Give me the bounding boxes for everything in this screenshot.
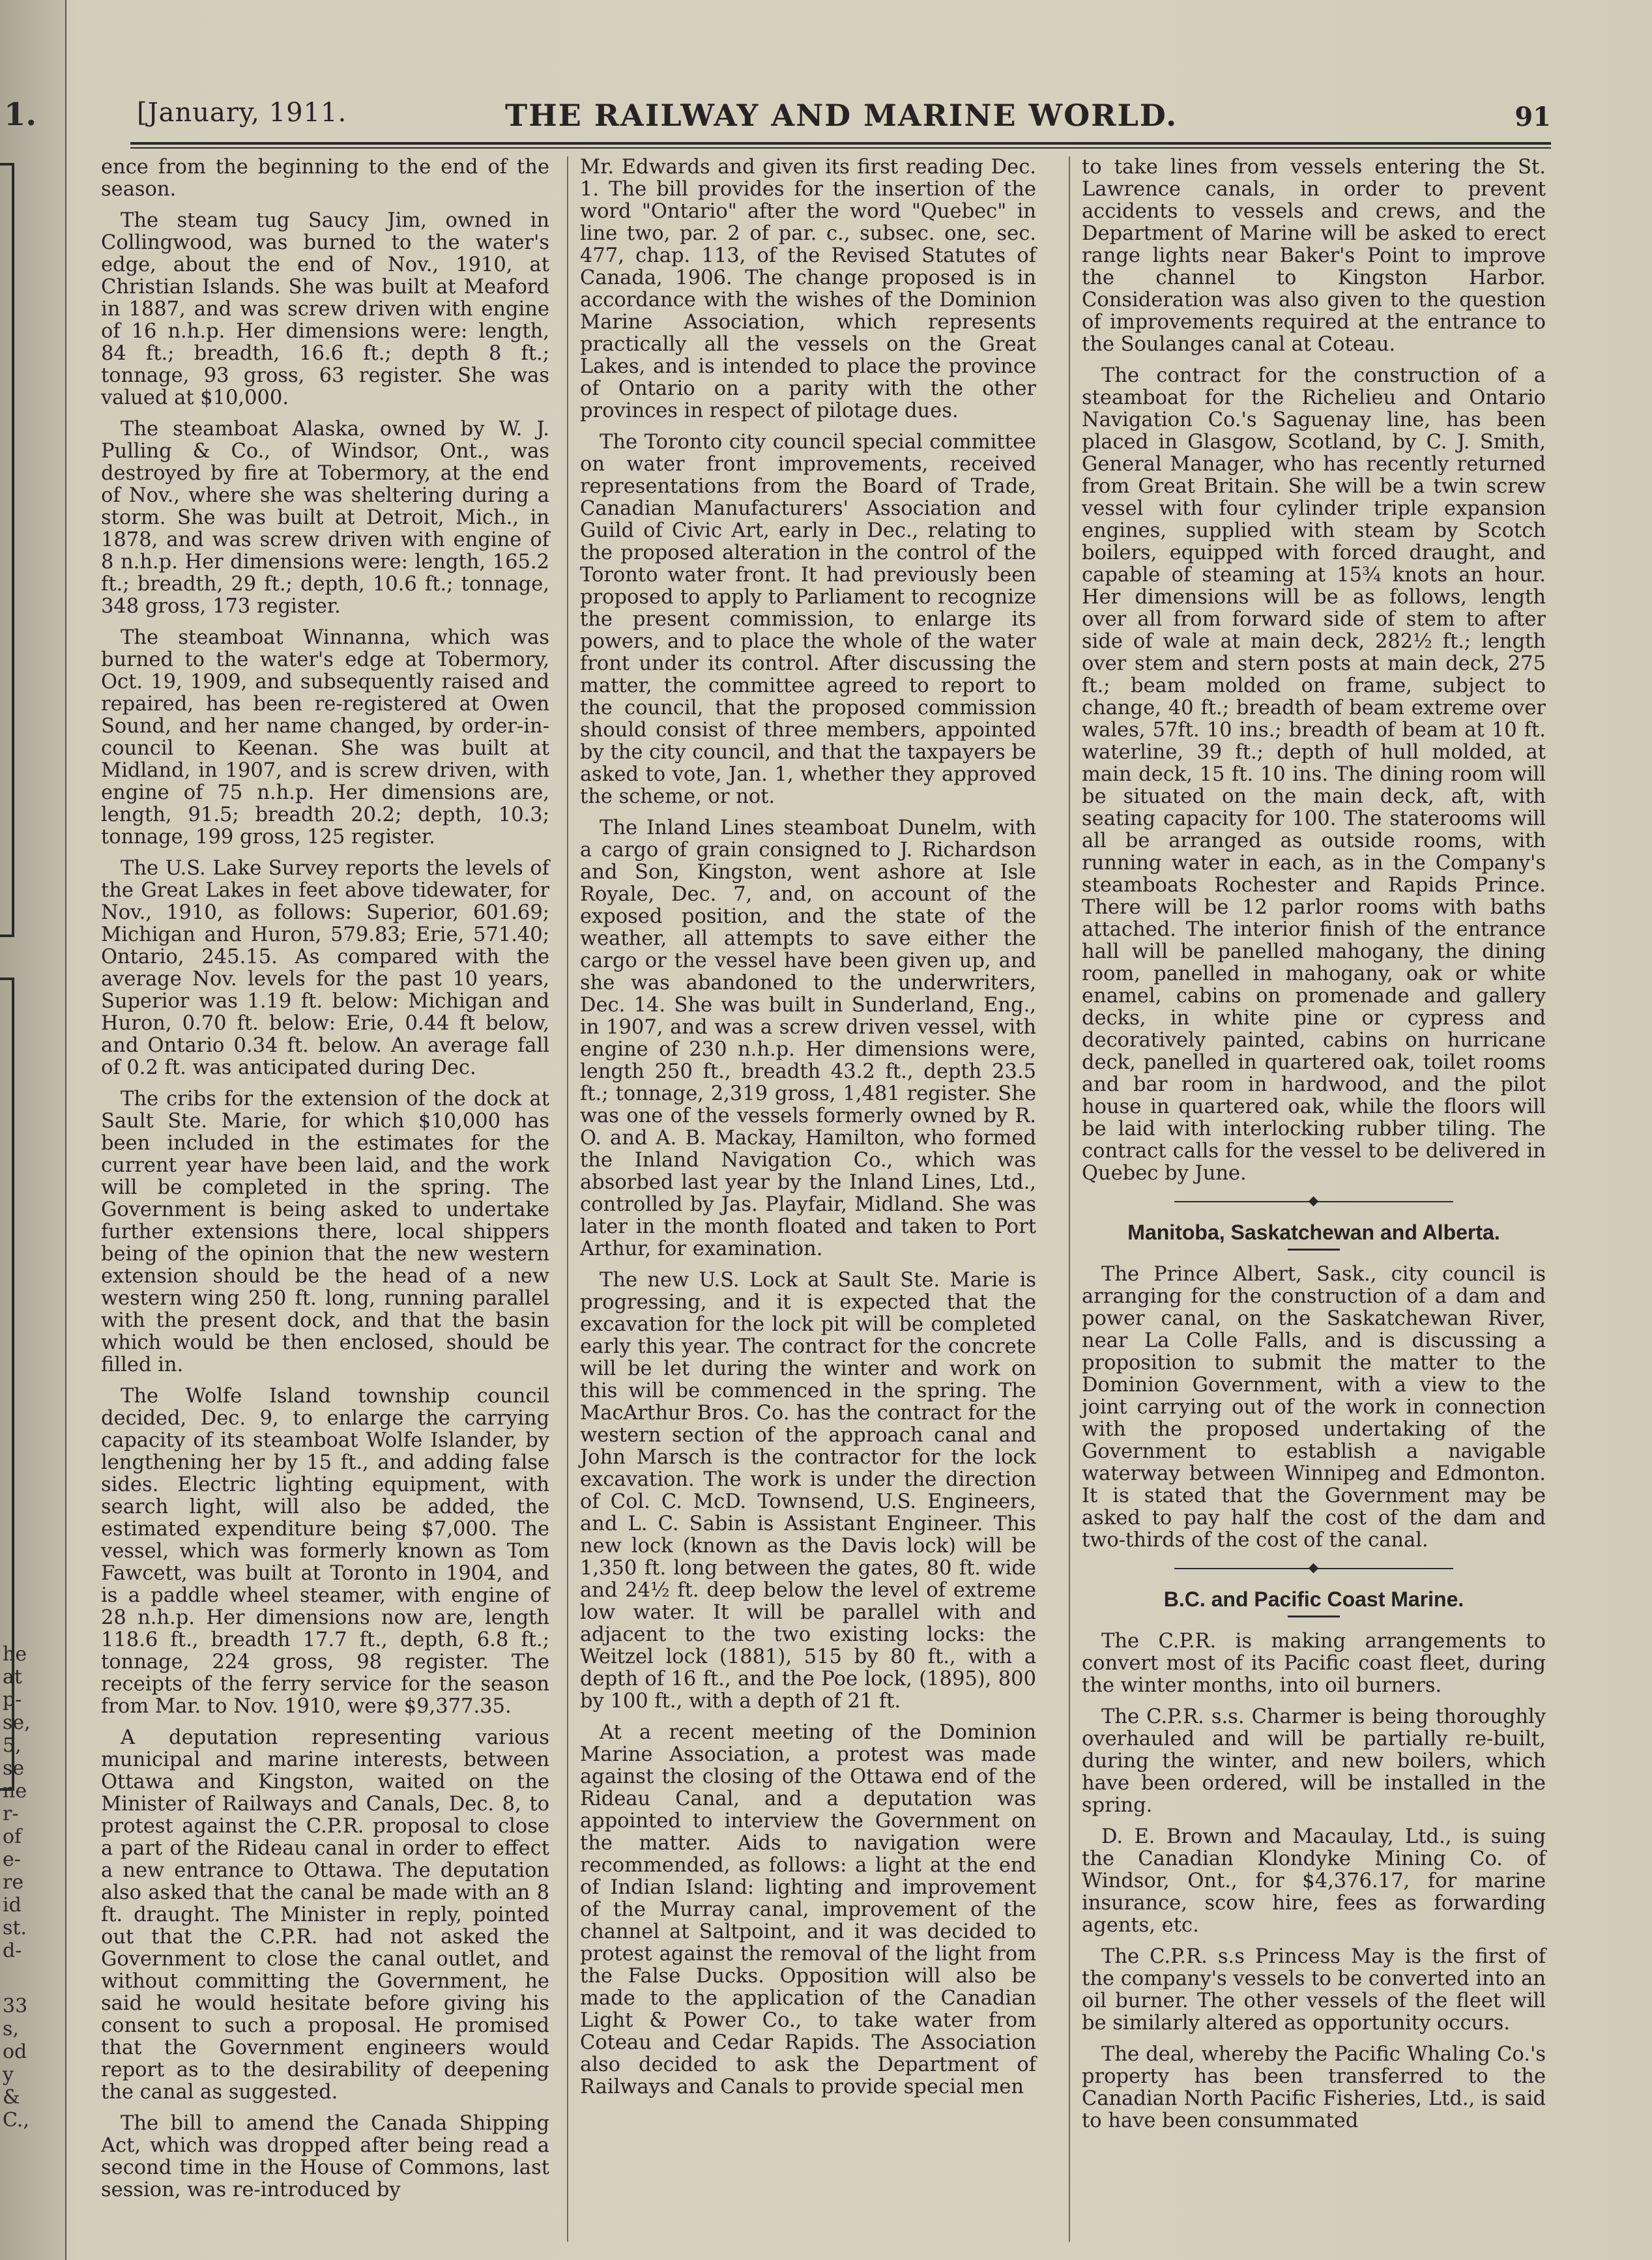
header-rule-thin — [130, 147, 1551, 149]
article-paragraph: The deal, whereby the Pacific Whaling Co.'s property has been transferred to the Canadian North Pacific Fisheries, Ltd., is said to have been consummated — [1082, 2043, 1546, 2132]
adjacent-page-fragment: of — [3, 1825, 22, 1848]
article-paragraph: The contract for the construction of a steamboat for the Richelieu and Ontario Navigation Co.'s Saguenay line, has been placed in Glasgow, Scotland, by C. J. Smith, General Manager, who has recently returned from Great Britain. She will be a twin screw vessel with four cylinder triple expansion engines, supplied with steam by Scotch boilers, equipped with forced draught, and capable of steaming at 15¾ knots an hour. Her dimensions will be as follows, length over all from forward side of stem to after side of wale at main deck, 282½ ft.; length over stem and stern posts at main deck, 275 ft.; beam molded on frame, subject to change, 40 ft.; breadth of beam extreme over wales, 57ft. 10 ins.; breadth of beam at 10 ft. waterline, 39 ft.; depth of hull molded, at main deck, 15 ft. 10 ins. The dining room will be situated on the main deck, aft, with seating capacity for 100. The staterooms will all be arranged as outside rooms, with running water in each, as in the Company's steamboats Rochester and Rapids Prince. There will be 12 parlor rooms with baths attached. The interior finish of the entrance hall will be panelled mahogany, the dining room, panelled in mahogany, oak or white enamel, cabins on promenade and gallery decks, in white pine or cypress and decoratively painted, cabins on hurricane deck, panelled in quartered oak, toilet rooms and bar room in hardwood, and the pilot house in quartered oak, while the floors will be laid with interlocking rubber tiling. The contract calls for the vessel to be delivered in Quebec by June. — [1082, 364, 1546, 1185]
article-paragraph: The U.S. Lake Survey reports the levels of the Great Lakes in feet above tidewater, for Nov., 1910, as follows: Superior, 601.69; Michigan and Huron, 579.83; Erie, 571.40; Ontario, 245.15. As compared with the average Nov. levels for the past 10 years, Superior was 1.19 ft. below: Michigan and Huron, 0.70 ft. below: Erie, 0.44 ft below, and Ontario 0.34 ft. below. An average fall of 0.2 ft. was anticipated during Dec. — [101, 857, 549, 1079]
adjacent-page-fragment: & — [3, 2086, 20, 2109]
article-paragraph: The Wolfe Island township council decided, Dec. 9, to enlarge the carrying capacity of its steamboat Wolfe Islander, by lengthening her by 15 ft., and adding false sides. Electric lighting equipment, with search light, will also be added, the estimated expenditure being $7,000. The vessel, which was formerly known as Tom Fawcett, was built at Toronto in 1904, and is a paddle wheel steamer, with engine of 28 n.h.p. Her dimensions now are, length 118.6 ft., breadth 17.7 ft., depth, 6.8 ft.; tonnage, 224 gross, 98 register. The receipts of the ferry service for the season from Mar. to Nov. 1910, were $9,377.35. — [101, 1385, 549, 1718]
article-paragraph: to take lines from vessels entering the St. Lawrence canals, in order to prevent accidents to vessels and crews, and the Department of Marine will be asked to erect range lights near Baker's Point to improve the channel to Kingston Harbor. Consideration was also given to the question of improvements required at the entrance to the Soulanges canal at Coteau. — [1082, 156, 1546, 356]
heading-underline — [1288, 1615, 1340, 1617]
adjacent-page-fragment: y — [3, 2063, 14, 2086]
header-rule-thick — [130, 142, 1551, 145]
issue-date: [January, 1911. — [137, 98, 347, 128]
article-paragraph: The Toronto city council special committee on water front improvements, received representations from the Board of Trade, Canadian Manufacturers' Association and Guild of Civic Art, early in Dec., relating to the proposed alteration in the control of the Toronto water front. It had previously been proposed to apply to Parliament to recognize the present commission, to enlarge its powers, and to place the whole of the water front under its control. After discussing the matter, the committee agreed to report to the council, that the proposed commission should consist of three members, appointed by the city council, and that the taxpayers be asked to vote, Jan. 1, whether they approved the scheme, or not. — [580, 431, 1036, 808]
adjacent-page-strip — [0, 0, 66, 2260]
adjacent-page-fragment: id — [3, 1894, 22, 1917]
article-paragraph: D. E. Brown and Macaulay, Ltd., is suing the Canadian Klondyke Mining Co. of Windsor, Ont., for $4,376.17, for marine insurance, scow hire, fees as forwarding agents, etc. — [1082, 1825, 1546, 1937]
article-paragraph: Mr. Edwards and given its first reading Dec. 1. The bill provides for the insertion of the word "Ontario" after the word "Quebec" in line two, par. 2 of par. c., subsec. one, sec. 477, chap. 113, of the Revised Statutes of Canada, 1906. The change proposed is in accordance with the wishes of the Dominion Marine Association, which represents practically all the vessels on the Great Lakes, and is intended to place the province of Ontario on a parity with the other provinces in respect of pilotage dues. — [580, 156, 1036, 422]
adjacent-page-fragment: e- — [3, 1848, 21, 1871]
article-paragraph: The Inland Lines steamboat Dunelm, with a cargo of grain consigned to J. Richardson and Son, Kingston, went ashore at Isle Royale, Dec. 7, and, on account of the exposed position, and the state of the weather, all attempts to save either the cargo or the vessel have been given up, and she was abandoned to the underwriters, Dec. 14. She was built in Sunderland, Eng., in 1907, and was a screw driven vessel, with engine of 230 n.h.p. Her dimensions were, length 250 ft., breadth 43.2 ft., depth 23.5 ft.; tonnage, 2,319 gross, 1,481 register. She was one of the vessels formerly owned by R. O. and A. B. Mackay, Hamilton, who formed the Inland Navigation Co., which was absorbed last year by the Inland Lines, Ltd., controlled by Jas. Playfair, Midland. She was later in the month floated and taken to Port Arthur, for examination. — [580, 817, 1036, 1260]
adjacent-page-fragment: at — [3, 1666, 22, 1688]
section-heading: Manitoba, Saskatchewan and Alberta. — [1127, 1221, 1500, 1244]
article-paragraph: A deputation representing various municipal and marine interests, between Ottawa and Kingston, waited on the Minister of Railways and Canals, Dec. 8, to protest against the C.P.R. proposal to close a part of the Rideau canal in order to effect a new entrance to Ottawa. The deputation also asked that the canal be made with an 8 ft. draught. The Minister in reply, pointed out that the C.P.R. had not asked the Government to close the canal outlet, and without committing the Government, he said he would hesitate before giving his consent to such a proposal. He promised that the Government engineers would report as to the desirability of deepening the canal as suggested. — [101, 1726, 549, 2104]
adjacent-page-fragment: 5, — [3, 1734, 22, 1757]
section-divider — [1082, 1194, 1546, 1210]
page-header — [130, 91, 1551, 143]
column-divider — [567, 156, 568, 2242]
publication-title: THE RAILWAY AND MARINE WORLD. — [505, 98, 1178, 133]
article-paragraph: The bill to amend the Canada Shipping Act, which was dropped after being read a second time in the House of Commons, last session, was re-introduced by — [101, 2112, 549, 2201]
adjacent-page-fragment: r- — [3, 1803, 19, 1825]
adjacent-page-box-top — [0, 163, 14, 937]
article-paragraph: At a recent meeting of the Dominion Marine Association, a protest was made against the closing of the Ottawa end of the Rideau Canal, and a deputation was appointed to interview the Government on the matter. Aids to navigation were recommended, as follows: a light at the end of Indian Island: lighting and improvement of the Murray canal, improvement of the channel at Saltpoint, and it was decided to protest against the removal of the light from the False Ducks. Opposition will also be made to the application of the Canadian Light & Power Co., to take water from Coteau and Cedar Rapids. The Association also decided to ask the Department of Railways and Canals to provide special men — [580, 1721, 1036, 2098]
article-paragraph: The steam tug Saucy Jim, owned in Collingwood, was burned to the water's edge, about the end of Nov., 1910, at Christian Islands. She was built at Meaford in 1887, and was screw driven with engine of 16 n.h.p. Her dimensions were: length, 84 ft.; breadth, 16.6 ft.; depth 8 ft.; tonnage, 93 gross, 63 register. She was valued at $10,000. — [101, 209, 549, 409]
column-2 — [580, 156, 1036, 2108]
column-1 — [101, 156, 549, 2210]
adjacent-page-fragment: od — [3, 2040, 27, 2063]
adjacent-page-fragment: 33 — [3, 1995, 28, 2018]
adjacent-page-fragment: C., — [3, 2109, 29, 2132]
article-paragraph: The Prince Albert, Sask., city council is arranging for the construction of a dam and power canal, on the Saskatchewan River, near La Colle Falls, and is discussing a proposition to submit the matter to the Dominion Government, with a view to the joint carrying out of the work in connection with the proposed undertaking of the Government to establish a navigable waterway between Winnipeg and Edmonton. It is stated that the Government may be asked to pay half the cost of the dam and two-thirds of the cost of the canal. — [1082, 1263, 1546, 1552]
page-number: 91 — [1514, 102, 1551, 132]
article-paragraph: The steamboat Alaska, owned by W. J. Pulling & Co., of Windsor, Ont., was destroyed by fire at Tobermory, at the end of Nov., where she was sheltering during a storm. She was built at Detroit, Mich., in 1878, and was screw driven with engine of 8 n.h.p. Her dimensions were: length, 165.2 ft.; breadth, 29 ft.; depth, 10.6 ft.; tonnage, 348 gross, 173 register. — [101, 418, 549, 618]
article-paragraph: The C.P.R. s.s Princess May is the first of the company's vessels to be converted into an oil burner. The other vessels of the fleet will be similarly altered as opportunity occurs. — [1082, 1945, 1546, 2035]
adjacent-page-fragment: s, — [3, 2018, 19, 2040]
adjacent-page-fragment: he — [3, 1643, 27, 1666]
article-paragraph: The C.P.R. s.s. Charmer is being thoroughly overhauled and will be partially re-built, during the winter, and new boilers, which have been ordered, will be installed in the spring. — [1082, 1705, 1546, 1817]
adjacent-page-number: 1. — [4, 96, 37, 133]
adjacent-page-fragment: st. — [3, 1917, 27, 1939]
section-heading: B.C. and Pacific Coast Marine. — [1163, 1587, 1464, 1611]
column-divider — [1069, 156, 1070, 2242]
adjacent-page-fragment: p- — [3, 1688, 22, 1711]
column-3 — [1082, 156, 1546, 2141]
article-paragraph: The C.P.R. is making arrangements to convert most of its Pacific coast fleet, during the winter months, into oil burners. — [1082, 1630, 1546, 1697]
adjacent-page-fragment: se — [3, 1757, 25, 1780]
article-paragraph: The new U.S. Lock at Sault Ste. Marie is progressing, and it is expected that the excavation for the lock pit will be completed early this year. The contract for the concrete will be let during the winter and work on this will be commenced in the spring. The MacArthur Bros. Co. has the contract for the western section of the approach canal and John Marsch is the contractor for the lock excavation. The work is under the direction of Col. C. McD. Townsend, U.S. Engineers, and L. C. Sabin is Assistant Engineer. This new lock (known as the Davis lock) will be 1,350 ft. long between the gates, 80 ft. wide and 24½ ft. deep below the level of extreme low water. It will be parallel with and adjacent to the two existing locks: the Weitzel lock (1881), 515 by 80 ft., with a depth of 16 ft., and the Poe lock, (1895), 800 by 100 ft., with a depth of 21 ft. — [580, 1269, 1036, 1713]
heading-underline — [1288, 1249, 1340, 1251]
adjacent-page-fragment: re — [3, 1871, 24, 1894]
adjacent-page-fragment: ne — [3, 1780, 27, 1803]
article-paragraph: The cribs for the extension of the dock at Sault Ste. Marie, for which $10,000 has been included in the estimates for the current year have been laid, and the work will be completed in the spring. The Government is being asked to undertake further extensions there, local shippers being of the opinion that the new western extension should be the head of a new western wing 250 ft. long, running parallel with the present dock, and that the basin which would be then enclosed, should be filled in. — [101, 1088, 549, 1376]
article-paragraph: ence from the beginning to the end of the season. — [101, 156, 549, 201]
adjacent-page-fragment: d- — [3, 1939, 22, 1962]
adjacent-page-fragment: se, — [3, 1711, 31, 1734]
article-paragraph: The steamboat Winnanna, which was burned to the water's edge at Tobermory, Oct. 19, 1909, and subsequently raised and repaired, has been re-registered at Owen Sound, and her name changed, by order-in-council to Keenan. She was built at Midland, in 1907, and is screw driven, with engine of 75 n.h.p. Her dimensions are, length, 91.5; breadth 20.2; depth, 10.3; tonnage, 199 gross, 125 register. — [101, 626, 549, 848]
section-divider — [1082, 1561, 1546, 1576]
